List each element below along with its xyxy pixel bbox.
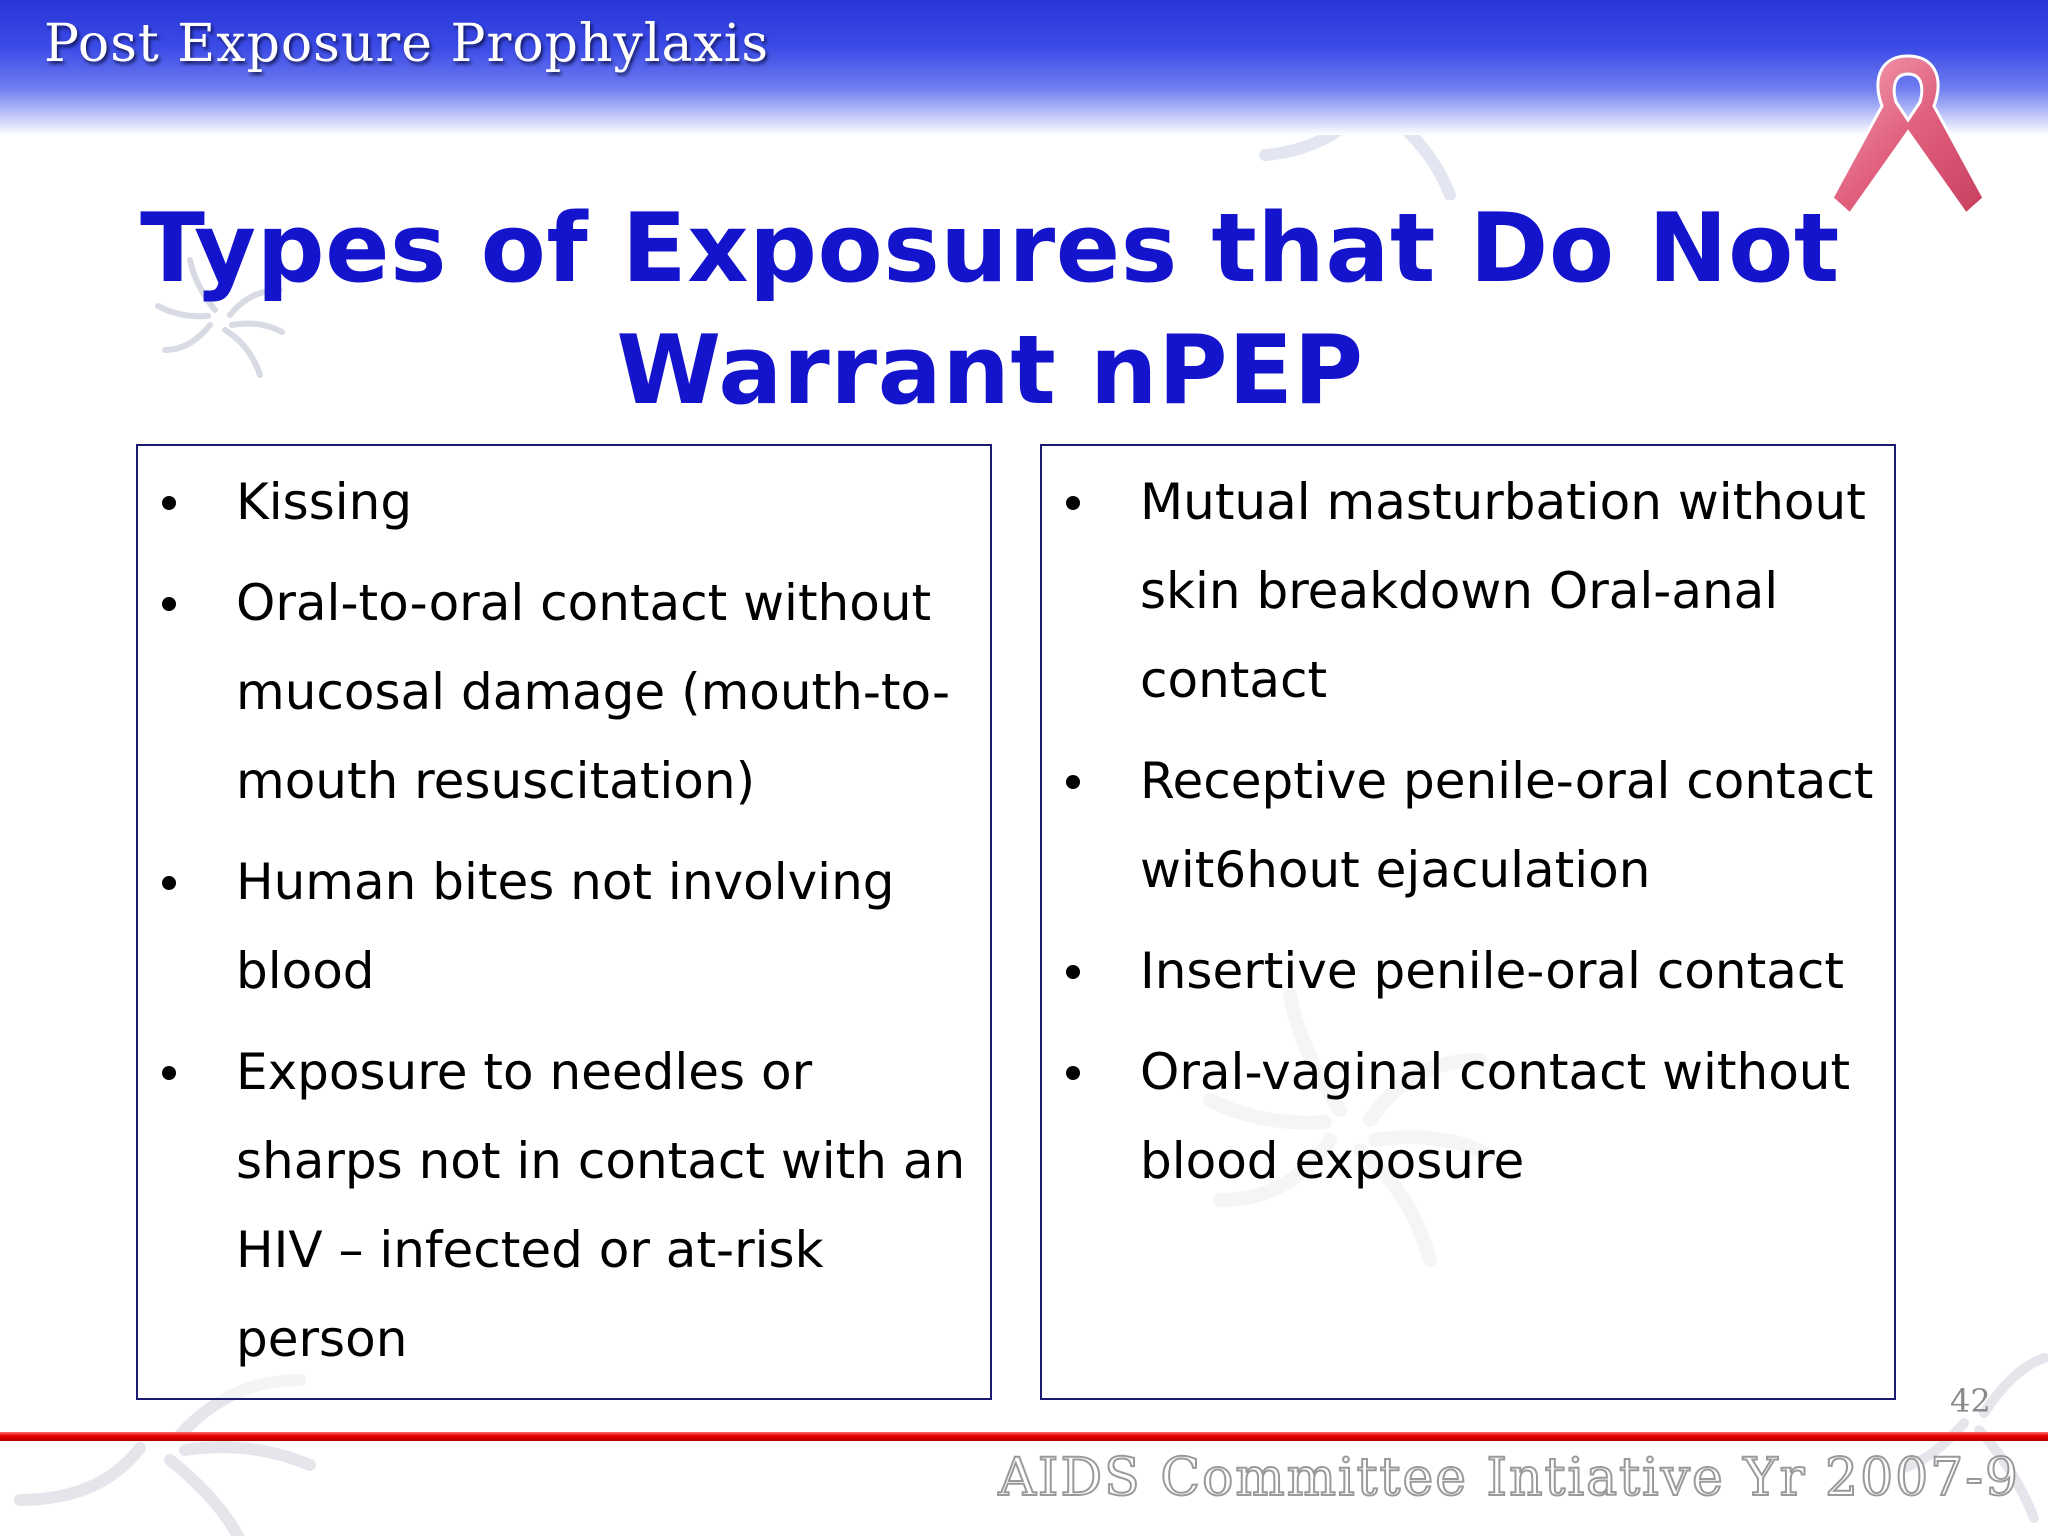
slide-title-line1: Types of Exposures that Do Not: [140, 194, 1840, 304]
list-item: [1042, 458, 1894, 725]
list-item: [138, 1028, 990, 1384]
list-item-text: Human bites not involving blood: [236, 853, 895, 1000]
awareness-ribbon-icon: [1828, 48, 1988, 238]
list-item: [138, 458, 990, 547]
list-item-text: Oral-to-oral contact without mucosal damage (mouth-to-mouth resuscitation): [236, 574, 951, 810]
bullet-icon: [162, 496, 176, 510]
right-exposure-list: [1042, 458, 1894, 1218]
list-item-text: Mutual masturbation without skin breakdown Oral-anal contact: [1140, 473, 1866, 709]
bullet-icon: [162, 597, 176, 611]
list-item-text: Kissing: [236, 473, 413, 531]
right-exposure-list-box: [1040, 444, 1896, 1400]
bullet-icon: [162, 876, 176, 890]
footer-text: AIDS Committee Intiative Yr 2007-9: [998, 1448, 2020, 1508]
bullet-icon: [1066, 775, 1080, 789]
list-item: [1042, 737, 1894, 915]
list-item: [1042, 927, 1894, 1016]
slide-title-line2: Warrant nPEP: [616, 316, 1364, 426]
list-item-text: Receptive penile-oral contact wit6hout ejaculation: [1140, 752, 1874, 899]
bullet-icon: [1066, 965, 1080, 979]
list-item-text: Oral-vaginal contact without blood exposure: [1140, 1043, 1851, 1190]
bullet-icon: [1066, 1066, 1080, 1080]
slide-title: [130, 188, 1850, 432]
footer-divider: [0, 1432, 2048, 1441]
list-item: [138, 559, 990, 826]
bullet-icon: [162, 1066, 176, 1080]
list-item: [138, 838, 990, 1016]
list-item-text: Exposure to needles or sharps not in contact with an HIV – infected or at-risk person: [236, 1043, 966, 1368]
left-exposure-list: [138, 458, 990, 1396]
list-item-text: Insertive penile-oral contact: [1140, 942, 1844, 1000]
bullet-icon: [1066, 496, 1080, 510]
list-item: [1042, 1028, 1894, 1206]
page-number: 42: [1950, 1382, 1991, 1420]
header-title: Post Exposure Prophylaxis: [44, 14, 770, 74]
left-exposure-list-box: [136, 444, 992, 1400]
